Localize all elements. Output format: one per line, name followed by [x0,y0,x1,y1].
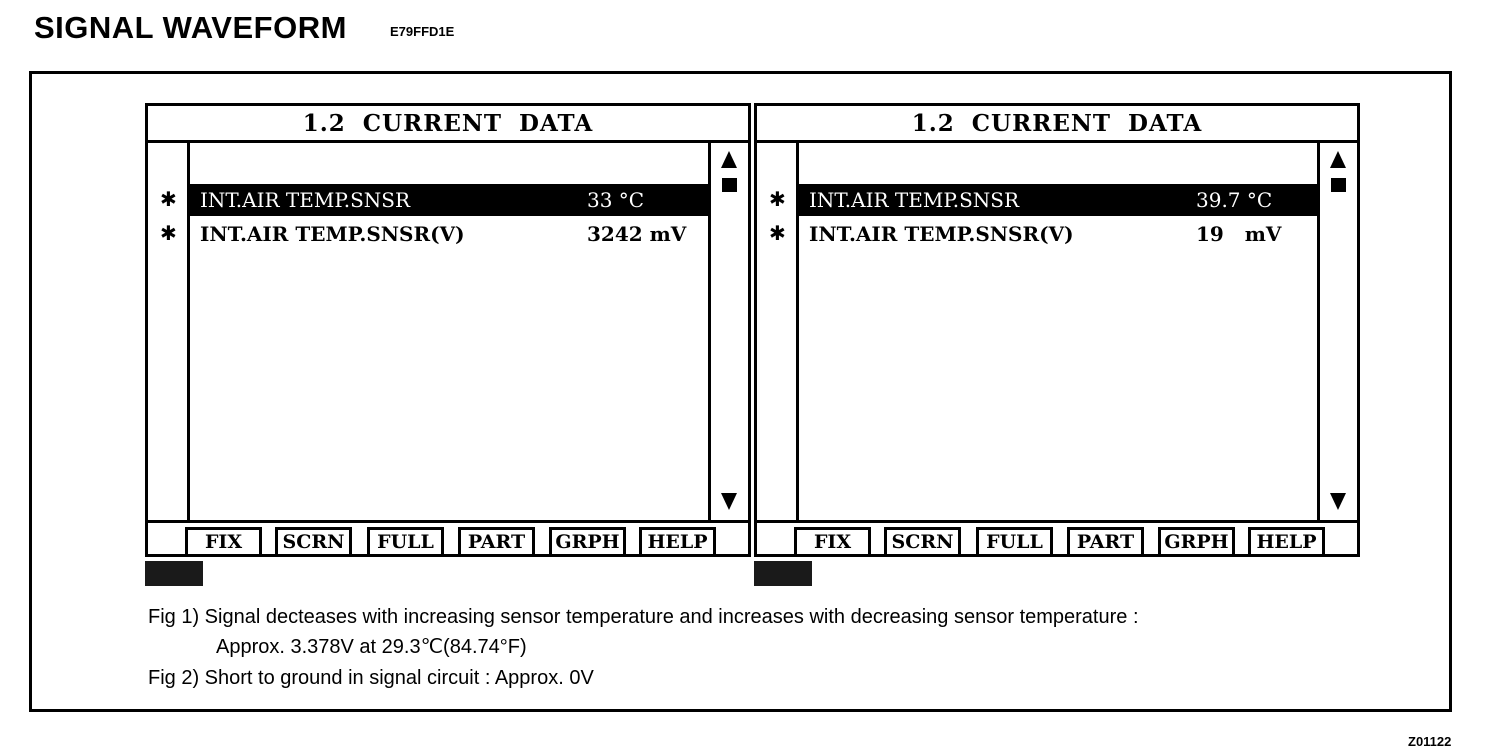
page-title: SIGNAL WAVEFORM [34,10,347,45]
document-code: E79FFD1E [390,24,455,39]
scrollbar[interactable] [1317,143,1357,520]
scroll-thumb[interactable] [1331,178,1346,192]
row-marker-column [757,143,799,520]
scrollbar[interactable] [708,143,748,520]
data-row-selected[interactable] [799,184,1317,216]
row-parameter-value: 3242 mV [587,222,687,246]
asterisk-icon: ✱ [769,187,786,211]
status-indicator [145,561,203,586]
scroll-thumb[interactable] [722,178,737,192]
row-parameter-name: INT.AIR TEMP.SNSR(V) [809,222,1074,246]
fix-button[interactable]: FIX [794,527,871,557]
full-button[interactable]: FULL [367,527,444,557]
row-parameter-name: INT.AIR TEMP.SNSR [200,188,411,212]
row-parameter-name: INT.AIR TEMP.SNSR(V) [200,222,465,246]
row-marker-column [148,143,190,520]
triangle-down-icon[interactable] [721,493,737,510]
data-list [190,143,708,520]
function-key-bar [757,520,1357,554]
grph-button[interactable]: GRPH [549,527,626,557]
caption-fig1: Fig 1) Signal decteases with increasing sensor temperature and increases with decreasing sensor temperature : [148,606,1139,628]
row-parameter-value: 33 °C [587,188,645,212]
screen-title: 1.2 CURRENT DATA [148,106,748,143]
data-row-selected[interactable] [190,184,708,216]
row-parameter-value: 39.7 °C [1196,188,1273,212]
caption-fig1-detail: Approx. 3.378V at 29.3℃(84.74°F) [216,636,527,658]
asterisk-icon: ✱ [769,221,786,245]
fix-button[interactable]: FIX [185,527,262,557]
scan-tool-screen-1 [145,103,751,557]
row-parameter-name: INT.AIR TEMP.SNSR [809,188,1020,212]
grph-button[interactable]: GRPH [1158,527,1235,557]
scrn-button[interactable]: SCRN [275,527,352,557]
function-key-bar [148,520,748,554]
asterisk-icon: ✱ [160,221,177,245]
asterisk-icon: ✱ [160,187,177,211]
help-button[interactable]: HELP [639,527,716,557]
screen-title: 1.2 CURRENT DATA [757,106,1357,143]
scan-tool-screen-2 [754,103,1360,557]
data-row[interactable] [799,218,1317,250]
status-indicator [754,561,812,586]
data-list [799,143,1317,520]
scrn-button[interactable]: SCRN [884,527,961,557]
help-button[interactable]: HELP [1248,527,1325,557]
triangle-up-icon[interactable] [721,151,737,168]
part-button[interactable]: PART [458,527,535,557]
triangle-up-icon[interactable] [1330,151,1346,168]
caption-fig2: Fig 2) Short to ground in signal circuit : Approx. 0V [148,667,594,689]
data-row[interactable] [190,218,708,250]
part-button[interactable]: PART [1067,527,1144,557]
full-button[interactable]: FULL [976,527,1053,557]
figure-id: Z01122 [1408,734,1452,749]
row-parameter-value: 19 mV [1196,222,1282,246]
triangle-down-icon[interactable] [1330,493,1346,510]
